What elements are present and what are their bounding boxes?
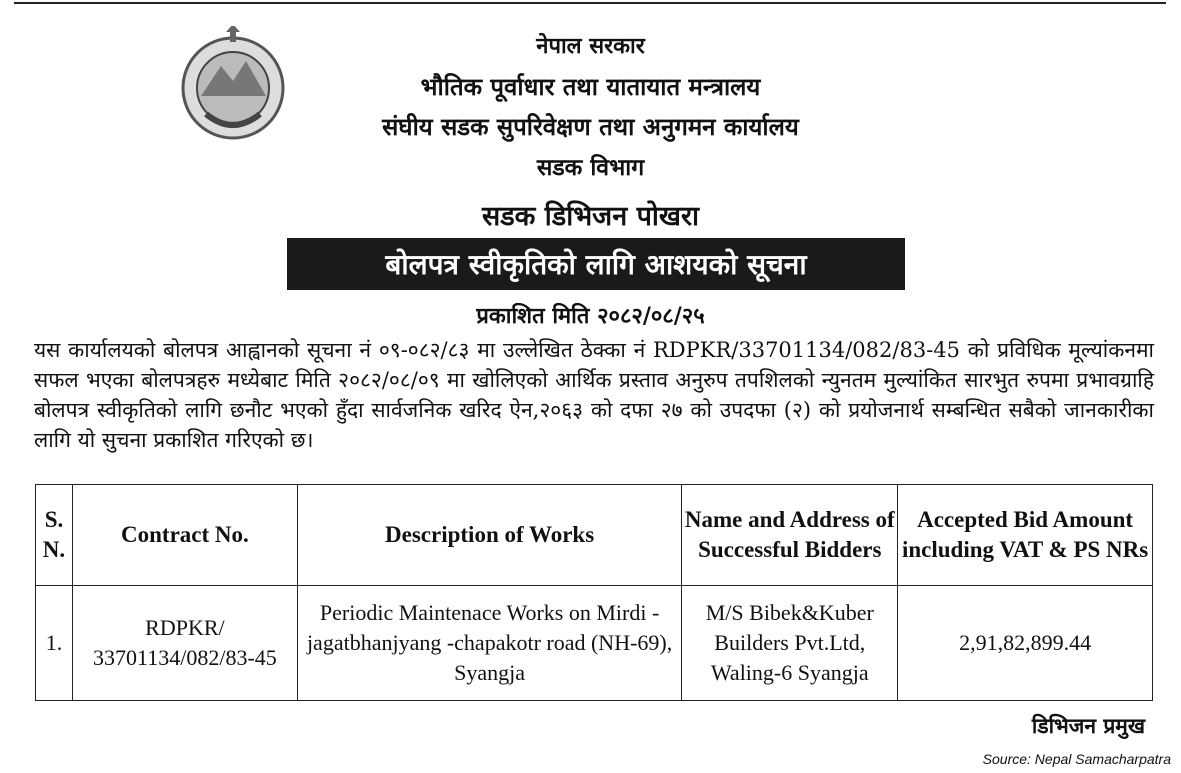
award-table [35,484,1153,701]
header-amount: Accepted Bid Amount including VAT & PS NRs [898,485,1153,586]
cell-contract-no: RDPKR/ 33701134/082/83-45 [72,586,297,701]
signature-title: डिभिजन प्रमुख [1031,713,1145,738]
table-row [36,586,1153,701]
header-description: Description of Works [297,485,682,586]
cell-description: Periodic Maintenace Works on Mirdi - jagatbhanjyang -chapakotr road (NH-69), Syangja [297,586,682,701]
office-name: संघीय सडक सुपरिवेक्षण तथा अनुगमन कार्यालय [382,112,799,141]
government-name: नेपाल सरकार [536,33,645,59]
division-name: सडक डिभिजन पोखरा [481,201,700,232]
cell-sn: 1. [36,586,73,701]
cell-amount: 2,91,82,899.44 [898,586,1153,701]
source-credit: Source: Nepal Samacharpatra [982,751,1171,767]
notice-body: यस कार्यालयको बोलपत्र आह्वानको सूचना नं ०९-०८२/८३ मा उल्लेखित ठेक्का नं RDPKR/33701134/082/83-45 को प्रविधिक मूल्यांकनमा सफल भएका बोलपत्रहरु मध्येबाट मिति २०८२/०८/०९ मा खोलिएको आर्थिक प्रस्ताव अनुरुप तपशिलको न्युनतम मुल्यांकित सारभुत रुपमा प्रभावग्राहि बोलपत्र स्वीकृतिको लागि छनौट भएको हुँदा सार्वजनिक खरिद ऐन,२०६३ को दफा २७ को उपदफा (२) को प्रयोजनार्थ सम्बन्धित सबैको जानकारीका लागि यो सुचना प्रकाशित गरिएको छ। [34,338,1154,452]
header-sn: S. N. [36,485,73,586]
table-header-row [36,485,1153,586]
header-contract-no: Contract No. [72,485,297,586]
department-name: सडक विभाग [536,154,645,181]
notice-title: बोलपत्र स्वीकृतिको लागि आशयको सूचना [287,238,905,290]
ministry-name: भौतिक पूर्वाधार तथा यातायात मन्त्रालय [420,72,761,101]
header-bidder: Name and Address of Successful Bidders [682,485,898,586]
published-date: प्रकाशित मिति २०८२/०८/२५ [476,303,705,329]
cell-bidder: M/S Bibek&Kuber Builders Pvt.Ltd, Waling-6 Syangja [682,586,898,701]
